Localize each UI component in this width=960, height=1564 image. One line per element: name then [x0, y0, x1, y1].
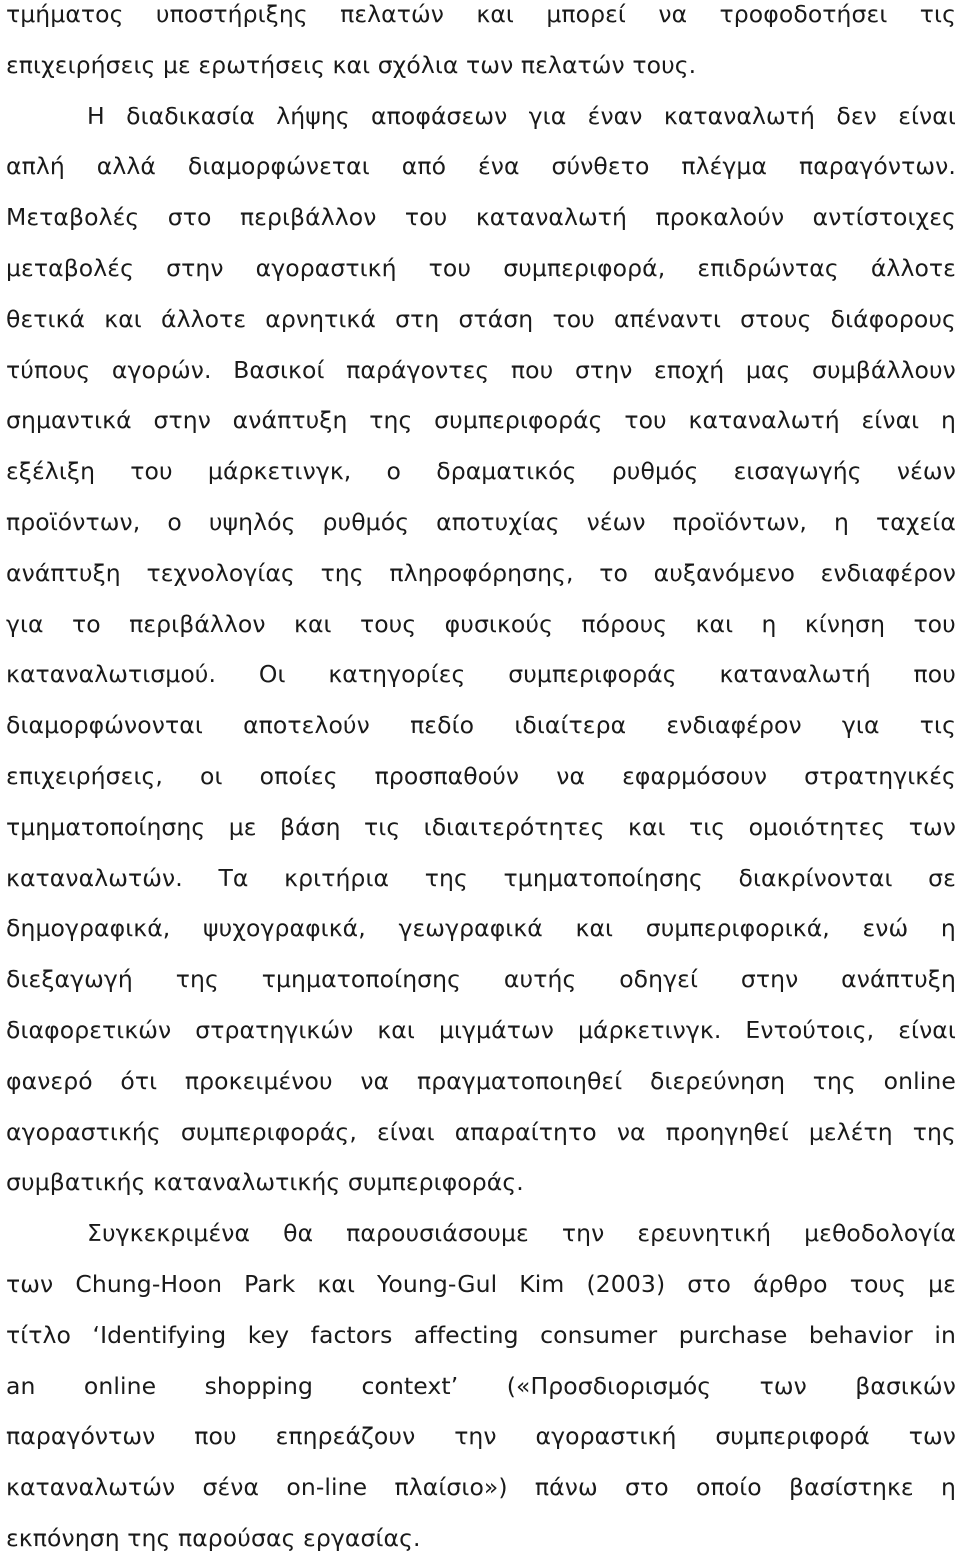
- word: σένα: [202, 1473, 260, 1502]
- word: τις: [688, 812, 726, 841]
- text-line: [6, 1361, 956, 1412]
- word: πληροφόρησης,: [389, 558, 574, 587]
- word: μελέτη: [808, 1117, 893, 1146]
- word: (2003): [586, 1269, 666, 1298]
- word: επιδρώντας: [697, 253, 839, 282]
- word: Kim: [519, 1269, 565, 1298]
- word: purchase: [678, 1320, 788, 1349]
- word: το: [599, 558, 629, 587]
- word: αγορών.: [111, 355, 212, 384]
- word: την: [454, 1422, 497, 1451]
- word: ενώ: [862, 914, 909, 943]
- text-line: [6, 903, 956, 954]
- word: ενδιαφέρον: [666, 711, 802, 740]
- word: Μεταβολές: [6, 203, 140, 232]
- word: ρυθμός: [611, 457, 699, 486]
- word: κίνηση: [804, 609, 886, 638]
- word: ομοιότητες: [748, 812, 886, 841]
- word: βασικών: [855, 1371, 956, 1400]
- word: η: [761, 609, 777, 638]
- word: διακρίνονται: [738, 863, 893, 892]
- text-line: [6, 1411, 956, 1462]
- word: των: [908, 1422, 956, 1451]
- word: κριτήρια: [284, 863, 390, 892]
- text-line: [6, 1310, 956, 1361]
- word: και: [377, 1015, 415, 1044]
- text-line: [6, 446, 956, 497]
- word: ανάπτυξη: [6, 558, 121, 587]
- word: το: [72, 609, 101, 638]
- text-line: [6, 954, 956, 1005]
- word: του: [130, 457, 173, 486]
- word: για: [841, 711, 880, 740]
- word: τεχνολογίας: [146, 558, 295, 587]
- word: ρυθμός: [322, 507, 410, 536]
- word: της: [912, 1117, 956, 1146]
- word: παρουσιάσουμε: [346, 1219, 529, 1248]
- word: πόρους: [581, 609, 668, 638]
- word: του: [913, 609, 956, 638]
- word: απαραίτητο: [454, 1117, 597, 1146]
- word: και: [476, 0, 514, 28]
- text-line: [6, 751, 956, 802]
- word: συμπεριφοράς: [508, 660, 677, 689]
- word: αγοραστική: [535, 1422, 677, 1451]
- word: στην: [574, 355, 633, 384]
- word: και: [294, 609, 332, 638]
- word: προηγηθεί: [665, 1117, 789, 1146]
- word: του: [404, 203, 448, 232]
- word: δεν: [836, 101, 877, 130]
- word: μάρκετινγκ.: [577, 1015, 722, 1044]
- word: προκαλούν: [655, 203, 785, 232]
- text-line: [6, 91, 956, 142]
- word: παραγόντων.: [798, 152, 956, 181]
- word: στην: [740, 965, 799, 994]
- word: καταναλωτών: [6, 1473, 176, 1502]
- text-line: [6, 497, 956, 548]
- word: συμπεριφοράς: [434, 406, 603, 435]
- word: Βασικοί: [233, 355, 325, 384]
- word: ανάπτυξη: [232, 406, 348, 435]
- word: πλέγμα: [681, 152, 768, 181]
- word: να: [616, 1117, 646, 1146]
- word: ‘Identifying: [92, 1320, 227, 1349]
- word: για: [6, 609, 44, 638]
- text-line: [6, 294, 956, 345]
- text-line: [6, 0, 956, 40]
- word: consumer: [540, 1320, 658, 1349]
- word: συμπεριφορά: [715, 1422, 870, 1451]
- word: Οι: [258, 660, 286, 689]
- word: ο: [167, 507, 182, 536]
- word: ότι: [120, 1066, 158, 1095]
- word: Συγκεκριμένα: [87, 1219, 251, 1248]
- word: της: [369, 406, 413, 435]
- word: διάφορους: [830, 304, 956, 333]
- word: τμηματοποίησης: [261, 965, 462, 994]
- word: της: [812, 1066, 856, 1095]
- word: θα: [283, 1219, 314, 1248]
- word: τμηματοποίησης: [503, 863, 703, 892]
- word: («Προσδιορισμός: [506, 1371, 712, 1400]
- word: φανερό: [6, 1066, 93, 1095]
- word: εφαρμόσουν: [622, 761, 768, 790]
- word: διαμορφώνεται: [187, 152, 370, 181]
- text-line: [6, 649, 956, 700]
- word: Young-Gul: [377, 1269, 498, 1298]
- word: και: [317, 1269, 355, 1298]
- text-line: [6, 1056, 956, 1107]
- word: τροφοδοτήσει: [719, 0, 888, 28]
- document-page: [6, 0, 956, 1564]
- word: ιδιαιτερότητες: [423, 812, 605, 841]
- word: διαφορετικών: [6, 1015, 172, 1044]
- word: διερεύνηση: [650, 1066, 786, 1095]
- word: οποίο: [696, 1473, 762, 1502]
- text-line: [6, 802, 956, 853]
- word: περιβάλλον: [239, 203, 377, 232]
- word: τις: [364, 812, 401, 841]
- text-line: συμβατικής καταναλωτικής συμπεριφοράς.: [6, 1168, 524, 1197]
- word: πεδίο: [410, 711, 475, 740]
- word: στην: [166, 253, 224, 282]
- word: στρατηγικές: [804, 761, 956, 790]
- word: καταναλωτή: [475, 203, 628, 232]
- word: στο: [687, 1269, 732, 1298]
- word: πλαίσιο»): [394, 1473, 508, 1502]
- word: context’: [361, 1371, 459, 1400]
- word: τις: [919, 711, 956, 740]
- word: την: [561, 1219, 605, 1248]
- word: αρνητικά: [265, 304, 376, 333]
- word: στο: [625, 1473, 669, 1502]
- word: in: [934, 1320, 956, 1349]
- word: ψυχογραφικά,: [203, 914, 366, 943]
- word: της: [175, 965, 219, 994]
- word: στους: [740, 304, 812, 333]
- word: νέων: [586, 507, 646, 536]
- word: θετικά: [6, 304, 86, 333]
- text-line: [6, 548, 956, 599]
- word: online: [83, 1371, 157, 1400]
- word: είναι: [861, 406, 920, 435]
- word: τμήματος: [6, 0, 124, 28]
- word: της: [320, 558, 364, 587]
- word: του: [428, 253, 472, 282]
- word: σύνθετο: [551, 152, 650, 181]
- word: an: [6, 1371, 36, 1400]
- word: ταχεία: [875, 507, 956, 536]
- word: προσπαθούν: [374, 761, 520, 790]
- word: και: [104, 304, 142, 333]
- word: behavior: [808, 1320, 913, 1349]
- text-line: επιχειρήσεις με ερωτήσεις και σχόλια των πελατών τους.: [6, 50, 697, 79]
- word: που: [194, 1422, 237, 1451]
- word: καταναλωτών.: [6, 863, 183, 892]
- word: νέων: [896, 457, 956, 486]
- word: τους: [359, 609, 417, 638]
- word: με: [228, 812, 257, 841]
- word: καταναλωτή: [688, 406, 840, 435]
- word: affecting: [413, 1320, 519, 1349]
- word: τις: [919, 0, 956, 28]
- word: ανάπτυξη: [841, 965, 956, 994]
- word: να: [556, 761, 586, 790]
- word: αυξανόμενο: [653, 558, 796, 587]
- word: μας: [745, 355, 791, 384]
- word: δραματικός: [436, 457, 577, 486]
- word: με: [928, 1269, 956, 1298]
- word: η: [940, 406, 956, 435]
- word: οδηγεί: [619, 965, 699, 994]
- word: λήψης: [276, 101, 350, 130]
- word: Η: [87, 101, 105, 130]
- word: τμηματοποίησης: [6, 812, 206, 841]
- text-line: [6, 1005, 956, 1056]
- word: πάνω: [534, 1473, 598, 1502]
- word: τύπους: [6, 355, 91, 384]
- word: περιβάλλον: [129, 609, 266, 638]
- word: για: [528, 101, 567, 130]
- text-line: [6, 141, 956, 192]
- word: στην: [153, 406, 211, 435]
- word: βασίστηκε: [789, 1473, 914, 1502]
- word: επηρεάζουν: [275, 1422, 416, 1451]
- word: αγοραστική: [255, 253, 397, 282]
- word: οι: [200, 761, 223, 790]
- word: factors: [310, 1320, 393, 1349]
- word: συμπεριφοράς,: [180, 1117, 357, 1146]
- text-line: [6, 1259, 956, 1310]
- word: αποτυχίας: [436, 507, 560, 536]
- word: υψηλός: [208, 507, 296, 536]
- word: στη: [395, 304, 440, 333]
- text-line: [6, 1208, 956, 1259]
- word: παράγοντες: [346, 355, 490, 384]
- word: η: [833, 507, 849, 536]
- text-line: [6, 345, 956, 396]
- word: των: [908, 812, 956, 841]
- word: απέναντι: [614, 304, 722, 333]
- word: διεξαγωγή: [6, 965, 133, 994]
- word: ένα: [477, 152, 520, 181]
- word: άλλοτε: [161, 304, 247, 333]
- word: online: [883, 1066, 956, 1095]
- word: καταναλωτή: [719, 660, 871, 689]
- word: ενδιαφέρον: [820, 558, 956, 587]
- word: προϊόντων,: [672, 507, 807, 536]
- word: είναι: [898, 101, 956, 130]
- word: ιδιαίτερα: [514, 711, 627, 740]
- word: στρατηγικών: [195, 1015, 354, 1044]
- text-line: [6, 599, 956, 650]
- word: και: [695, 609, 734, 638]
- word: να: [658, 0, 688, 28]
- word: είναι: [376, 1117, 435, 1146]
- word: μιγμάτων: [438, 1015, 554, 1044]
- text-line: [6, 1462, 956, 1513]
- word: αλλά: [96, 152, 156, 181]
- word: στο: [167, 203, 212, 232]
- word: πραγματοποιηθεί: [416, 1066, 623, 1095]
- word: να: [360, 1066, 390, 1095]
- word: που: [913, 660, 956, 689]
- word: άρθρο: [753, 1269, 828, 1298]
- word: διαμορφώνονται: [6, 711, 203, 740]
- word: εποχή: [654, 355, 725, 384]
- word: φυσικούς: [444, 609, 554, 638]
- word: on-line: [286, 1473, 368, 1502]
- text-line: [6, 192, 956, 243]
- word: του: [624, 406, 667, 435]
- word: αποφάσεων: [371, 101, 508, 130]
- word: κατηγορίες: [328, 660, 466, 689]
- word: τους: [849, 1269, 907, 1298]
- word: ερευνητική: [637, 1219, 772, 1248]
- word: καταναλωτισμού.: [6, 660, 217, 689]
- word: των: [6, 1269, 54, 1298]
- word: αντίστοιχες: [812, 203, 956, 232]
- word: αγοραστικής: [6, 1117, 161, 1146]
- word: είναι: [898, 1015, 956, 1044]
- word: απλή: [6, 152, 65, 181]
- word: key: [247, 1320, 290, 1349]
- word: μπορεί: [546, 0, 626, 28]
- word: από: [401, 152, 447, 181]
- word: υποστήριξης: [155, 0, 308, 28]
- text-line: εκπόνηση της παρούσας εργασίας.: [6, 1523, 421, 1552]
- word: Chung-Hoon: [75, 1269, 223, 1298]
- text-line: [6, 700, 956, 751]
- text-line: [6, 395, 956, 446]
- word: ο: [386, 457, 402, 486]
- word: εισαγωγής: [733, 457, 862, 486]
- word: έναν: [587, 101, 643, 130]
- word: άλλοτε: [870, 253, 956, 282]
- word: συμπεριφορικά,: [645, 914, 830, 943]
- word: πελατών: [340, 0, 445, 28]
- word: σημαντικά: [6, 406, 132, 435]
- word: Εντούτοις,: [745, 1015, 875, 1044]
- text-line: [6, 1107, 956, 1158]
- word: του: [552, 304, 595, 333]
- word: και: [628, 812, 666, 841]
- word: δημογραφικά,: [6, 914, 171, 943]
- word: μεταβολές: [6, 253, 134, 282]
- word: στάση: [458, 304, 534, 333]
- word: αυτής: [503, 965, 577, 994]
- word: μεθοδολογία: [804, 1219, 956, 1248]
- word: τίτλο: [6, 1320, 72, 1349]
- text-line: [6, 853, 956, 904]
- word: μάρκετινγκ,: [207, 457, 352, 486]
- word: συμπεριφορά,: [503, 253, 666, 282]
- word: γεωγραφικά: [398, 914, 543, 943]
- word: η: [940, 914, 956, 943]
- word: που: [510, 355, 554, 384]
- word: Τα: [218, 863, 249, 892]
- word: επιχειρήσεις,: [6, 761, 163, 790]
- word: βάση: [279, 812, 341, 841]
- word: συμβάλλουν: [812, 355, 956, 384]
- word: και: [575, 914, 614, 943]
- word: οποίες: [259, 761, 338, 790]
- word: παραγόντων: [6, 1422, 156, 1451]
- word: σε: [928, 863, 956, 892]
- word: προϊόντων,: [6, 507, 141, 536]
- word: των: [759, 1371, 807, 1400]
- word: αποτελούν: [243, 711, 370, 740]
- word: shopping: [204, 1371, 314, 1400]
- word: η: [940, 1473, 956, 1502]
- text-line: [6, 243, 956, 294]
- word: καταναλωτή: [663, 101, 816, 130]
- word: εξέλιξη: [6, 457, 96, 486]
- word: της: [424, 863, 468, 892]
- word: προκειμένου: [184, 1066, 333, 1095]
- word: Park: [244, 1269, 296, 1298]
- word: διαδικασία: [126, 101, 255, 130]
